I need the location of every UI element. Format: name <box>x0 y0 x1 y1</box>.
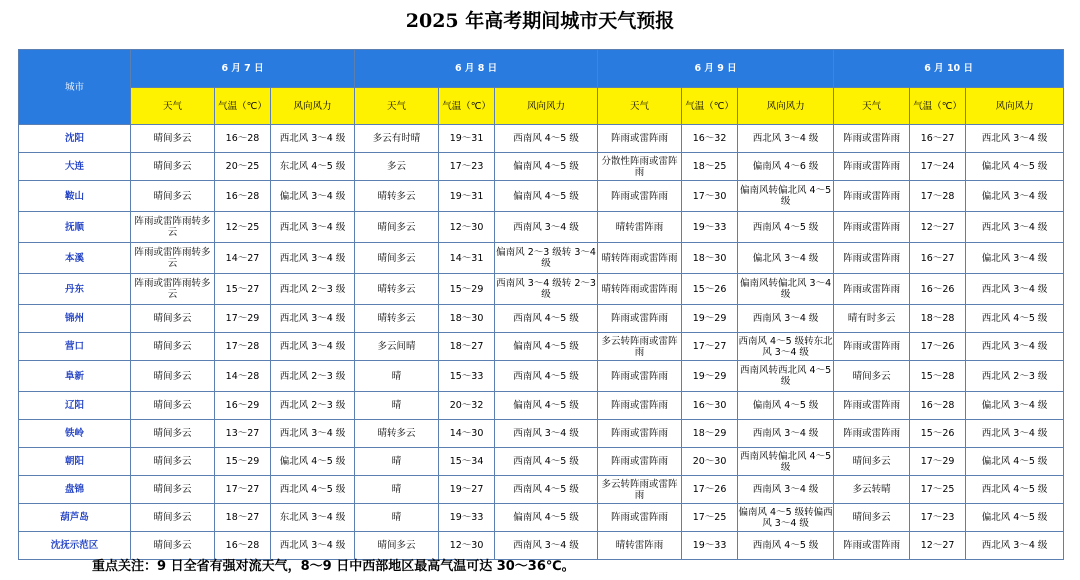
temp-cell: 16～30 <box>682 392 738 420</box>
wind-cell: 西南风 4～5 级转东北风 3～4 级 <box>738 333 834 361</box>
weather-cell: 阵雨或雷阵雨 <box>598 420 682 448</box>
weather-cell: 晴间多云 <box>131 305 215 333</box>
weather-cell: 晴间多云 <box>131 476 215 504</box>
table-row <box>19 361 1064 392</box>
temp-cell: 17～28 <box>910 181 966 212</box>
weather-cell: 多云间晴 <box>355 333 439 361</box>
wind-cell: 西北风 3～4 级 <box>966 420 1064 448</box>
weather-cell: 晴间多云 <box>131 420 215 448</box>
wind-cell: 西北风 3～4 级 <box>271 212 355 243</box>
page-title: 2025 年高考期间城市天气预报 <box>405 10 675 32</box>
temp-cell: 16～27 <box>910 243 966 274</box>
temp-cell: 16～28 <box>215 181 271 212</box>
wind-cell: 西南风 3～4 级转 2～3 级 <box>495 274 598 305</box>
temp-header: 气温（℃） <box>215 88 271 125</box>
wind-cell: 西南风 4～5 级 <box>495 305 598 333</box>
city-name: 朝阳 <box>19 448 131 476</box>
temp-cell: 17～27 <box>215 476 271 504</box>
weather-cell: 阵雨或雷阵雨 <box>834 243 910 274</box>
wind-cell: 西北风 2～3 级 <box>271 361 355 392</box>
temp-cell: 19～33 <box>439 504 495 532</box>
temp-cell: 15～34 <box>439 448 495 476</box>
weather-cell: 阵雨或雷阵雨转多云 <box>131 212 215 243</box>
temp-cell: 15～33 <box>439 361 495 392</box>
wind-cell: 偏北风 3～4 级 <box>966 181 1064 212</box>
table-row <box>19 333 1064 361</box>
weather-cell: 晴 <box>355 504 439 532</box>
table-row <box>19 181 1064 212</box>
city-name: 鞍山 <box>19 181 131 212</box>
temp-cell: 20～30 <box>682 448 738 476</box>
wind-cell: 偏南风 4～5 级 <box>495 504 598 532</box>
weather-cell: 阵雨或雷阵雨 <box>834 181 910 212</box>
table-row <box>19 153 1064 181</box>
temp-cell: 16～32 <box>682 125 738 153</box>
weather-cell: 晴有时多云 <box>834 305 910 333</box>
table-row <box>19 476 1064 504</box>
temp-cell: 16～28 <box>910 392 966 420</box>
wind-cell: 西南风转西北风 4～5 级 <box>738 361 834 392</box>
weather-cell: 晴间多云 <box>131 504 215 532</box>
temp-cell: 16～28 <box>215 125 271 153</box>
temp-cell: 12～25 <box>215 212 271 243</box>
temp-cell: 18～27 <box>439 333 495 361</box>
wind-cell: 西南风 4～5 级 <box>495 125 598 153</box>
city-name: 沈抚示范区 <box>19 532 131 560</box>
weather-cell: 晴间多云 <box>131 333 215 361</box>
weather-cell: 阵雨或雷阵雨 <box>598 361 682 392</box>
weather-cell: 多云转阵雨或雷阵雨 <box>598 476 682 504</box>
wind-cell: 偏北风 4～5 级 <box>966 153 1064 181</box>
temp-cell: 17～25 <box>682 504 738 532</box>
city-name: 锦州 <box>19 305 131 333</box>
temp-cell: 19～31 <box>439 125 495 153</box>
weather-cell: 晴 <box>355 392 439 420</box>
temp-cell: 17～26 <box>910 333 966 361</box>
wind-cell: 偏南风转偏北风 3～4 级 <box>738 274 834 305</box>
weather-cell: 晴间多云 <box>355 243 439 274</box>
weather-cell: 阵雨或雷阵雨 <box>598 125 682 153</box>
wind-cell: 西北风 3～4 级 <box>271 532 355 560</box>
wind-cell: 偏北风 3～4 级 <box>738 243 834 274</box>
city-name: 阜新 <box>19 361 131 392</box>
wind-cell: 偏南风 4～6 级 <box>738 153 834 181</box>
temp-cell: 18～27 <box>215 504 271 532</box>
city-name: 抚顺 <box>19 212 131 243</box>
temp-cell: 17～29 <box>215 305 271 333</box>
date-header: 6 月 10 日 <box>834 50 1064 88</box>
temp-cell: 20～32 <box>439 392 495 420</box>
weather-cell: 晴间多云 <box>834 361 910 392</box>
temp-header: 气温（℃） <box>682 88 738 125</box>
weather-cell: 晴 <box>355 448 439 476</box>
forecast-table <box>18 49 1064 560</box>
weather-cell: 晴间多云 <box>355 212 439 243</box>
wind-cell: 西北风 2～3 级 <box>966 361 1064 392</box>
wind-cell: 西北风 3～4 级 <box>271 243 355 274</box>
wind-cell: 西南风 4～5 级 <box>738 532 834 560</box>
wind-cell: 偏北风 3～4 级 <box>966 392 1064 420</box>
temp-cell: 16～29 <box>215 392 271 420</box>
weather-cell: 晴间多云 <box>131 181 215 212</box>
weather-cell: 晴转阵雨或雷阵雨 <box>598 274 682 305</box>
temp-cell: 18～28 <box>910 305 966 333</box>
wind-cell: 偏北风 4～5 级 <box>966 448 1064 476</box>
table-row <box>19 448 1064 476</box>
temp-header: 气温（℃） <box>910 88 966 125</box>
weather-cell: 阵雨或雷阵雨转多云 <box>131 243 215 274</box>
temp-cell: 14～31 <box>439 243 495 274</box>
temp-cell: 17～23 <box>910 504 966 532</box>
wind-cell: 西北风 4～5 级 <box>966 305 1064 333</box>
weather-cell: 阵雨或雷阵雨 <box>834 420 910 448</box>
wind-cell: 西北风 2～3 级 <box>271 274 355 305</box>
city-name: 本溪 <box>19 243 131 274</box>
temp-cell: 15～29 <box>439 274 495 305</box>
temp-cell: 17～27 <box>682 333 738 361</box>
temp-cell: 14～28 <box>215 361 271 392</box>
wind-cell: 西南风 4～5 级 <box>495 448 598 476</box>
temp-cell: 19～33 <box>682 532 738 560</box>
weather-cell: 晴转雷阵雨 <box>598 212 682 243</box>
date-header: 6 月 7 日 <box>131 50 355 88</box>
temp-cell: 12～30 <box>439 532 495 560</box>
wind-cell: 西北风 4～5 级 <box>271 476 355 504</box>
temp-cell: 17～28 <box>215 333 271 361</box>
weather-cell: 晴间多云 <box>131 392 215 420</box>
weather-cell: 晴转雷阵雨 <box>598 532 682 560</box>
city-name: 沈阳 <box>19 125 131 153</box>
weather-cell: 晴间多云 <box>131 448 215 476</box>
weather-cell: 阵雨或雷阵雨 <box>834 212 910 243</box>
wind-cell: 西北风 3～4 级 <box>271 420 355 448</box>
weather-cell: 多云 <box>355 153 439 181</box>
temp-cell: 17～30 <box>682 181 738 212</box>
wind-cell: 西南风 3～4 级 <box>738 420 834 448</box>
wind-cell: 西北风 3～4 级 <box>966 274 1064 305</box>
weather-cell: 晴间多云 <box>131 361 215 392</box>
weather-cell: 晴间多云 <box>834 504 910 532</box>
weather-cell: 晴间多云 <box>131 153 215 181</box>
weather-cell: 阵雨或雷阵雨 <box>834 153 910 181</box>
wind-cell: 偏北风 4～5 级 <box>966 504 1064 532</box>
wind-cell: 偏南风转偏北风 4～5 级 <box>738 181 834 212</box>
weather-cell: 阵雨或雷阵雨转多云 <box>131 274 215 305</box>
temp-cell: 18～30 <box>682 243 738 274</box>
weather-cell: 晴转多云 <box>355 274 439 305</box>
temp-cell: 19～31 <box>439 181 495 212</box>
wind-header: 风向风力 <box>738 88 834 125</box>
weather-cell: 晴 <box>355 361 439 392</box>
temp-cell: 13～27 <box>215 420 271 448</box>
weather-cell: 阵雨或雷阵雨 <box>598 305 682 333</box>
wind-cell: 西南风 4～5 级 <box>738 212 834 243</box>
weather-cell: 多云转阵雨或雷阵雨 <box>598 333 682 361</box>
wind-cell: 西北风 3～4 级 <box>966 125 1064 153</box>
temp-cell: 17～23 <box>439 153 495 181</box>
weather-cell: 阵雨或雷阵雨 <box>598 448 682 476</box>
weather-cell: 晴转多云 <box>355 420 439 448</box>
temp-cell: 20～25 <box>215 153 271 181</box>
wind-cell: 偏南风 4～5 级 <box>495 333 598 361</box>
wind-cell: 偏南风 4～5 级 <box>738 392 834 420</box>
weather-cell: 多云转晴 <box>834 476 910 504</box>
weather-cell: 晴间多云 <box>834 448 910 476</box>
temp-cell: 16～27 <box>910 125 966 153</box>
wind-cell: 偏南风 4～5 级 <box>495 153 598 181</box>
weather-cell: 阵雨或雷阵雨 <box>834 392 910 420</box>
temp-cell: 17～25 <box>910 476 966 504</box>
weather-cell: 晴间多云 <box>355 532 439 560</box>
wind-cell: 西北风 4～5 级 <box>966 476 1064 504</box>
wind-cell: 偏北风 3～4 级 <box>271 181 355 212</box>
temp-cell: 14～27 <box>215 243 271 274</box>
weather-cell: 晴间多云 <box>131 532 215 560</box>
temp-cell: 19～33 <box>682 212 738 243</box>
wind-cell: 偏南风 4～5 级 <box>495 181 598 212</box>
wind-cell: 西北风 2～3 级 <box>271 392 355 420</box>
city-name: 葫芦岛 <box>19 504 131 532</box>
city-name: 辽阳 <box>19 392 131 420</box>
wind-cell: 西北风 3～4 级 <box>966 333 1064 361</box>
temp-cell: 19～29 <box>682 305 738 333</box>
weather-cell: 阵雨或雷阵雨 <box>834 125 910 153</box>
wind-header: 风向风力 <box>966 88 1064 125</box>
temp-cell: 15～27 <box>215 274 271 305</box>
wind-cell: 偏南风 4～5 级 <box>495 392 598 420</box>
weather-cell: 阵雨或雷阵雨 <box>598 392 682 420</box>
weather-cell: 晴 <box>355 476 439 504</box>
temp-cell: 17～24 <box>910 153 966 181</box>
temp-cell: 15～26 <box>910 420 966 448</box>
weather-cell: 晴转多云 <box>355 181 439 212</box>
city-name: 营口 <box>19 333 131 361</box>
wind-cell: 西南风 4～5 级 <box>495 476 598 504</box>
wind-cell: 西南风 3～4 级 <box>495 420 598 448</box>
wind-cell: 西北风 3～4 级 <box>271 305 355 333</box>
wind-cell: 西北风 3～4 级 <box>271 125 355 153</box>
city-name: 铁岭 <box>19 420 131 448</box>
wind-cell: 西南风转偏北风 4～5 级 <box>738 448 834 476</box>
wind-cell: 西南风 4～5 级 <box>495 361 598 392</box>
temp-cell: 18～29 <box>682 420 738 448</box>
wind-cell: 西北风 3～4 级 <box>738 125 834 153</box>
temp-cell: 16～28 <box>215 532 271 560</box>
temp-cell: 17～26 <box>682 476 738 504</box>
temp-cell: 18～30 <box>439 305 495 333</box>
temp-cell: 14～30 <box>439 420 495 448</box>
temp-cell: 15～28 <box>910 361 966 392</box>
wind-cell: 偏南风 4～5 级转偏西风 3～4 级 <box>738 504 834 532</box>
date-header: 6 月 8 日 <box>355 50 598 88</box>
weather-cell: 阵雨或雷阵雨 <box>598 504 682 532</box>
wind-cell: 偏南风 2～3 级转 3～4 级 <box>495 243 598 274</box>
weather-cell: 阵雨或雷阵雨 <box>834 532 910 560</box>
wind-cell: 西北风 3～4 级 <box>271 333 355 361</box>
temp-cell: 12～27 <box>910 212 966 243</box>
temp-cell: 19～29 <box>682 361 738 392</box>
temp-cell: 12～30 <box>439 212 495 243</box>
weather-cell: 阵雨或雷阵雨 <box>834 333 910 361</box>
wind-header: 风向风力 <box>271 88 355 125</box>
weather-cell: 阵雨或雷阵雨 <box>598 181 682 212</box>
temp-cell: 18～25 <box>682 153 738 181</box>
weather-cell: 阵雨或雷阵雨 <box>834 274 910 305</box>
city-name: 盘锦 <box>19 476 131 504</box>
temp-cell: 15～26 <box>682 274 738 305</box>
wind-header: 风向风力 <box>495 88 598 125</box>
wind-cell: 西南风 3～4 级 <box>495 212 598 243</box>
table-row <box>19 243 1064 274</box>
temp-cell: 16～26 <box>910 274 966 305</box>
table-row <box>19 305 1064 333</box>
wind-cell: 偏北风 3～4 级 <box>966 243 1064 274</box>
table-row <box>19 420 1064 448</box>
city-column-header: 城市 <box>19 50 131 125</box>
wind-cell: 西北风 3～4 级 <box>966 532 1064 560</box>
weather-header: 天气 <box>355 88 439 125</box>
temp-cell: 17～29 <box>910 448 966 476</box>
weather-header: 天气 <box>598 88 682 125</box>
table-row <box>19 212 1064 243</box>
key-note: 重点关注：9 日全省有强对流天气，8～9 日中西部地区最高气温可达 30～36℃。 <box>92 559 575 574</box>
weather-cell: 晴转多云 <box>355 305 439 333</box>
wind-cell: 东北风 3～4 级 <box>271 504 355 532</box>
weather-cell: 晴转阵雨或雷阵雨 <box>598 243 682 274</box>
wind-cell: 偏北风 4～5 级 <box>271 448 355 476</box>
weather-cell: 多云有时晴 <box>355 125 439 153</box>
temp-cell: 15～29 <box>215 448 271 476</box>
temp-cell: 19～27 <box>439 476 495 504</box>
date-header: 6 月 9 日 <box>598 50 834 88</box>
table-row <box>19 274 1064 305</box>
weather-cell: 晴间多云 <box>131 125 215 153</box>
weather-header: 天气 <box>834 88 910 125</box>
temp-cell: 12～27 <box>910 532 966 560</box>
table-row <box>19 392 1064 420</box>
wind-cell: 西北风 3～4 级 <box>966 212 1064 243</box>
wind-cell: 西南风 3～4 级 <box>495 532 598 560</box>
city-name: 大连 <box>19 153 131 181</box>
temp-header: 气温（℃） <box>439 88 495 125</box>
wind-cell: 西南风 3～4 级 <box>738 305 834 333</box>
wind-cell: 东北风 4～5 级 <box>271 153 355 181</box>
weather-header: 天气 <box>131 88 215 125</box>
table-row <box>19 125 1064 153</box>
weather-cell: 分散性阵雨或雷阵雨 <box>598 153 682 181</box>
table-row <box>19 504 1064 532</box>
wind-cell: 西南风 3～4 级 <box>738 476 834 504</box>
city-name: 丹东 <box>19 274 131 305</box>
